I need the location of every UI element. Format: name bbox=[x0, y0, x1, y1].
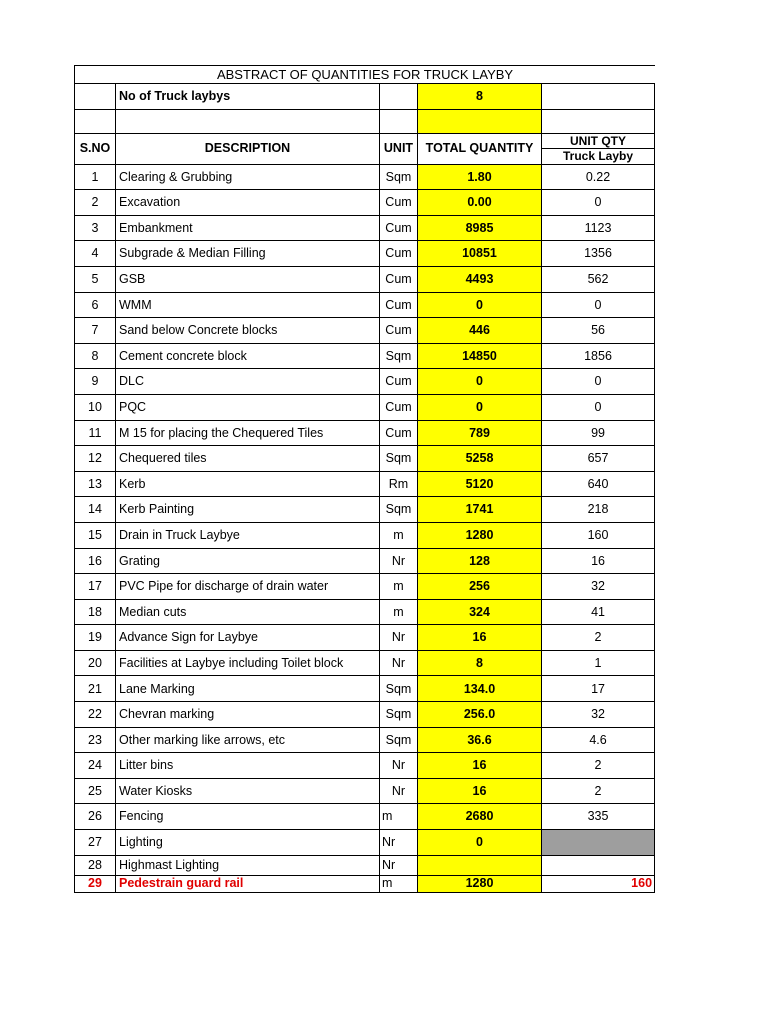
row-total-quantity[interactable]: 128 bbox=[418, 548, 542, 574]
table-row bbox=[75, 446, 655, 472]
row-total-quantity[interactable]: 5120 bbox=[418, 471, 542, 497]
table-row bbox=[75, 574, 655, 600]
row-total-quantity[interactable]: 0 bbox=[418, 369, 542, 395]
header-unit-qty-bottom: Truck Layby bbox=[563, 148, 634, 163]
row-unit: Cum bbox=[380, 215, 418, 241]
row-unit-qty: 1123 bbox=[542, 215, 655, 241]
row-sno: 26 bbox=[75, 804, 116, 830]
row-unit-qty: 218 bbox=[542, 497, 655, 523]
header-total-quantity: TOTAL QUANTITY bbox=[418, 133, 542, 164]
row-unit-qty: 562 bbox=[542, 266, 655, 292]
row-total-quantity[interactable]: 16 bbox=[418, 753, 542, 779]
row-unit-qty: 32 bbox=[542, 574, 655, 600]
row-total-quantity[interactable]: 0 bbox=[418, 830, 542, 856]
row-unit: Sqm bbox=[380, 676, 418, 702]
row-sno: 24 bbox=[75, 753, 116, 779]
row-sno: 9 bbox=[75, 369, 116, 395]
row-total-quantity[interactable]: 446 bbox=[418, 318, 542, 344]
row-unit: m bbox=[380, 574, 418, 600]
table-row bbox=[75, 753, 655, 779]
table-row bbox=[75, 599, 655, 625]
row-description: Cement concrete block bbox=[116, 343, 380, 369]
row-description: Fencing bbox=[116, 804, 380, 830]
row-description: M 15 for placing the Chequered Tiles bbox=[116, 420, 380, 446]
row-description: Other marking like arrows, etc bbox=[116, 727, 380, 753]
header-unit: UNIT bbox=[380, 133, 418, 164]
row-sno: 20 bbox=[75, 650, 116, 676]
laybys-value[interactable]: 8 bbox=[418, 84, 542, 110]
row-description: Sand below Concrete blocks bbox=[116, 318, 380, 344]
row-total-quantity[interactable] bbox=[418, 855, 542, 875]
row-unit: Nr bbox=[380, 830, 418, 856]
table-row bbox=[75, 548, 655, 574]
row-description: Excavation bbox=[116, 190, 380, 216]
row-total-quantity[interactable]: 4493 bbox=[418, 266, 542, 292]
table-row bbox=[75, 420, 655, 446]
row-description: Advance Sign for Laybye bbox=[116, 625, 380, 651]
row-description: Subgrade & Median Filling bbox=[116, 241, 380, 267]
row-unit: Sqm bbox=[380, 343, 418, 369]
row-sno: 14 bbox=[75, 497, 116, 523]
row-unit: Nr bbox=[380, 625, 418, 651]
table-row bbox=[75, 497, 655, 523]
row-unit-qty: 56 bbox=[542, 318, 655, 344]
row-sno: 2 bbox=[75, 190, 116, 216]
row-total-quantity[interactable]: 256.0 bbox=[418, 702, 542, 728]
row-unit-qty: 32 bbox=[542, 702, 655, 728]
row-total-quantity[interactable]: 0.00 bbox=[418, 190, 542, 216]
table-row bbox=[75, 625, 655, 651]
row-unit: Nr bbox=[380, 753, 418, 779]
table-row bbox=[75, 702, 655, 728]
row-sno: 10 bbox=[75, 394, 116, 420]
row-sno: 7 bbox=[75, 318, 116, 344]
row-description: PVC Pipe for discharge of drain water bbox=[116, 574, 380, 600]
row-sno: 6 bbox=[75, 292, 116, 318]
row-description: Kerb Painting bbox=[116, 497, 380, 523]
row-unit: Cum bbox=[380, 369, 418, 395]
row-description: DLC bbox=[116, 369, 380, 395]
table-row bbox=[75, 650, 655, 676]
row-unit: Sqm bbox=[380, 702, 418, 728]
quantities-table bbox=[74, 65, 655, 893]
row-sno: 28 bbox=[75, 855, 116, 875]
row-sno: 27 bbox=[75, 830, 116, 856]
row-description: Litter bins bbox=[116, 753, 380, 779]
row-total-quantity[interactable]: 5258 bbox=[418, 446, 542, 472]
row-total-quantity[interactable]: 0 bbox=[418, 292, 542, 318]
row-sno: 8 bbox=[75, 343, 116, 369]
table-row bbox=[75, 778, 655, 804]
row-sno: 4 bbox=[75, 241, 116, 267]
table-row bbox=[75, 830, 655, 856]
table-row bbox=[75, 318, 655, 344]
table-row bbox=[75, 215, 655, 241]
table-row bbox=[75, 292, 655, 318]
row-unit-qty: 2 bbox=[542, 778, 655, 804]
row-unit-qty: 0 bbox=[542, 190, 655, 216]
row-total-quantity[interactable]: 2680 bbox=[418, 804, 542, 830]
laybys-label: No of Truck laybys bbox=[116, 84, 380, 110]
row-unit-qty: 160 bbox=[542, 522, 655, 548]
row-total-quantity[interactable]: 789 bbox=[418, 420, 542, 446]
row-unit-qty: 99 bbox=[542, 420, 655, 446]
table-row bbox=[75, 266, 655, 292]
sheet-title: ABSTRACT OF QUANTITIES FOR TRUCK LAYBY bbox=[116, 66, 655, 84]
row-unit: m bbox=[380, 875, 418, 892]
row-unit: m bbox=[380, 522, 418, 548]
row-unit-qty: 640 bbox=[542, 471, 655, 497]
row-sno: 15 bbox=[75, 522, 116, 548]
row-unit-qty bbox=[542, 855, 655, 875]
row-description: Water Kiosks bbox=[116, 778, 380, 804]
row-total-quantity[interactable]: 324 bbox=[418, 599, 542, 625]
row-description: Pedestrain guard rail bbox=[116, 875, 380, 892]
row-unit: Cum bbox=[380, 241, 418, 267]
row-unit: m bbox=[380, 804, 418, 830]
row-unit: Sqm bbox=[380, 497, 418, 523]
row-total-quantity[interactable]: 8 bbox=[418, 650, 542, 676]
row-sno: 3 bbox=[75, 215, 116, 241]
table-row bbox=[75, 522, 655, 548]
table-row bbox=[75, 875, 655, 892]
table-row bbox=[75, 190, 655, 216]
row-total-quantity[interactable]: 14850 bbox=[418, 343, 542, 369]
row-unit-qty: 4.6 bbox=[542, 727, 655, 753]
header-description: DESCRIPTION bbox=[116, 133, 380, 164]
row-description: Median cuts bbox=[116, 599, 380, 625]
row-unit-qty: 0.22 bbox=[542, 164, 655, 190]
table-row bbox=[75, 394, 655, 420]
row-unit-qty: 0 bbox=[542, 394, 655, 420]
table-row bbox=[75, 343, 655, 369]
row-description: Grating bbox=[116, 548, 380, 574]
row-unit: Cum bbox=[380, 190, 418, 216]
row-total-quantity[interactable]: 36.6 bbox=[418, 727, 542, 753]
row-unit-qty: 0 bbox=[542, 292, 655, 318]
header-sno: S.NO bbox=[75, 133, 116, 164]
row-unit: Cum bbox=[380, 420, 418, 446]
row-description: Highmast Lighting bbox=[116, 855, 380, 875]
table-row bbox=[75, 369, 655, 395]
table-row bbox=[75, 676, 655, 702]
row-unit: Nr bbox=[380, 778, 418, 804]
row-sno: 11 bbox=[75, 420, 116, 446]
header-unit-qty-top: UNIT QTY bbox=[542, 134, 654, 149]
row-unit-qty: 0 bbox=[542, 369, 655, 395]
row-description: Lighting bbox=[116, 830, 380, 856]
row-description: Facilities at Laybye including Toilet block bbox=[116, 650, 380, 676]
row-unit-qty: 1 bbox=[542, 650, 655, 676]
row-total-quantity[interactable]: 256 bbox=[418, 574, 542, 600]
row-total-quantity[interactable]: 134.0 bbox=[418, 676, 542, 702]
row-sno: 21 bbox=[75, 676, 116, 702]
row-unit: Sqm bbox=[380, 164, 418, 190]
row-sno: 22 bbox=[75, 702, 116, 728]
row-description: GSB bbox=[116, 266, 380, 292]
table-row bbox=[75, 804, 655, 830]
row-total-quantity[interactable]: 16 bbox=[418, 625, 542, 651]
row-unit: Nr bbox=[380, 650, 418, 676]
row-sno: 12 bbox=[75, 446, 116, 472]
row-unit: Cum bbox=[380, 292, 418, 318]
row-unit-qty: 1356 bbox=[542, 241, 655, 267]
row-sno: 29 bbox=[75, 875, 116, 892]
row-sno: 5 bbox=[75, 266, 116, 292]
row-unit: Cum bbox=[380, 266, 418, 292]
row-unit: m bbox=[380, 599, 418, 625]
row-unit: Nr bbox=[380, 548, 418, 574]
table-row bbox=[75, 727, 655, 753]
row-description: Chequered tiles bbox=[116, 446, 380, 472]
row-total-quantity[interactable]: 1280 bbox=[418, 522, 542, 548]
table-row bbox=[75, 164, 655, 190]
row-unit: Cum bbox=[380, 394, 418, 420]
row-unit: Nr bbox=[380, 855, 418, 875]
header-row bbox=[75, 133, 655, 164]
row-unit-qty: 16 bbox=[542, 548, 655, 574]
header-unit-qty bbox=[542, 133, 655, 164]
row-unit: Cum bbox=[380, 318, 418, 344]
row-unit-qty: 160 bbox=[542, 875, 655, 892]
row-unit-qty bbox=[542, 830, 655, 856]
row-total-quantity[interactable]: 1280 bbox=[418, 875, 542, 892]
row-unit: Sqm bbox=[380, 446, 418, 472]
row-total-quantity[interactable]: 16 bbox=[418, 778, 542, 804]
row-sno: 17 bbox=[75, 574, 116, 600]
row-description: Drain in Truck Laybye bbox=[116, 522, 380, 548]
laybys-row bbox=[75, 84, 655, 110]
row-description: WMM bbox=[116, 292, 380, 318]
row-total-quantity[interactable]: 1.80 bbox=[418, 164, 542, 190]
row-sno: 18 bbox=[75, 599, 116, 625]
row-total-quantity[interactable]: 1741 bbox=[418, 497, 542, 523]
row-description: Kerb bbox=[116, 471, 380, 497]
row-description: Clearing & Grubbing bbox=[116, 164, 380, 190]
row-unit: Sqm bbox=[380, 727, 418, 753]
blank-row bbox=[75, 109, 655, 133]
row-unit-qty: 2 bbox=[542, 625, 655, 651]
table-row bbox=[75, 855, 655, 875]
row-total-quantity[interactable]: 8985 bbox=[418, 215, 542, 241]
row-total-quantity[interactable]: 0 bbox=[418, 394, 542, 420]
title-row bbox=[75, 66, 655, 84]
row-description: Lane Marking bbox=[116, 676, 380, 702]
row-unit-qty: 41 bbox=[542, 599, 655, 625]
row-sno: 25 bbox=[75, 778, 116, 804]
row-description: Chevran marking bbox=[116, 702, 380, 728]
row-total-quantity[interactable]: 10851 bbox=[418, 241, 542, 267]
row-unit-qty: 1856 bbox=[542, 343, 655, 369]
row-sno: 19 bbox=[75, 625, 116, 651]
row-unit: Rm bbox=[380, 471, 418, 497]
row-unit-qty: 17 bbox=[542, 676, 655, 702]
row-sno: 13 bbox=[75, 471, 116, 497]
quantities-sheet bbox=[74, 65, 654, 893]
row-sno: 23 bbox=[75, 727, 116, 753]
row-unit-qty: 335 bbox=[542, 804, 655, 830]
row-description: Embankment bbox=[116, 215, 380, 241]
table-row bbox=[75, 471, 655, 497]
row-unit-qty: 2 bbox=[542, 753, 655, 779]
row-sno: 1 bbox=[75, 164, 116, 190]
table-row bbox=[75, 241, 655, 267]
row-sno: 16 bbox=[75, 548, 116, 574]
row-description: PQC bbox=[116, 394, 380, 420]
row-unit-qty: 657 bbox=[542, 446, 655, 472]
